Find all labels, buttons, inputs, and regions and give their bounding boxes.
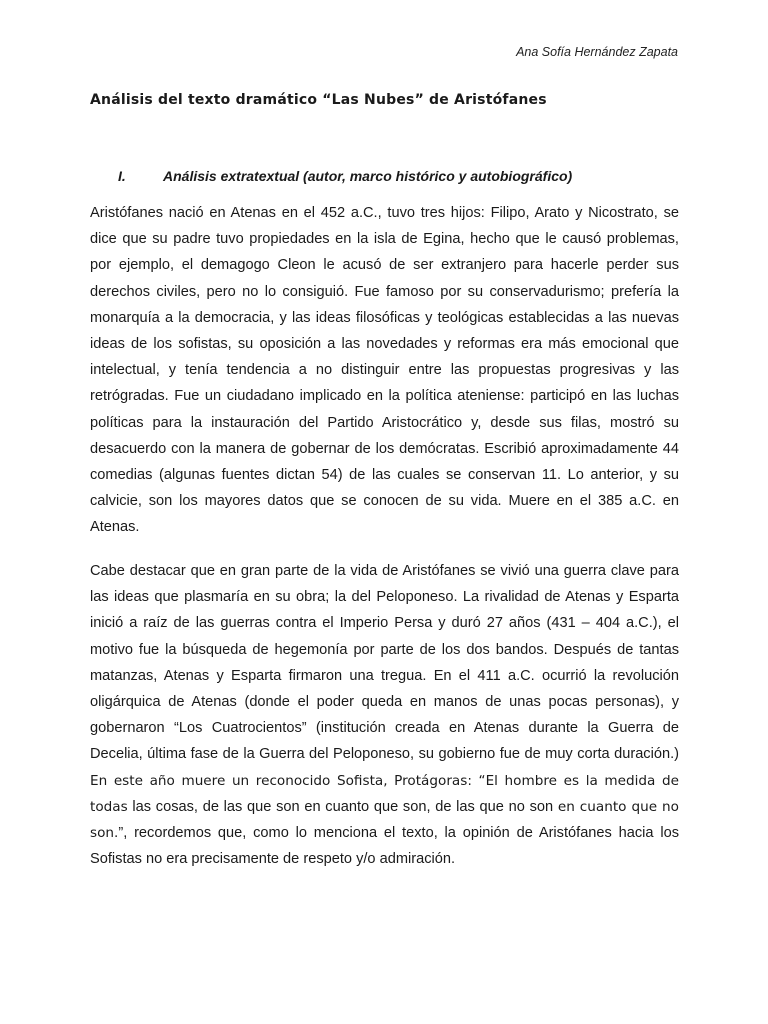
quote-text: En este año muere un reconocido Sofista, Protágoras: “El hombre es la medida de todas [90, 772, 679, 815]
paragraph-text: Cabe destacar que en gran parte de la vida de Aristófanes se vivió una guerra clave para las ideas que plasmaría en su obra; la del Peloponeso. La rivalidad de Atenas y Esparta inició a raíz de las guerras contra el Imperio Persa y duró 27 años (431 – 404 a.C.), el motivo fue la búsqueda de hegemonía por parte de los dos bandos. Después de tantas matanzas, Atenas y Esparta firmaron una tregua. En el 411 a.C. ocurrió la revolución oligárquica de Atenas (donde el poder queda en manos de unas pocas personas), y gobernaron “Los Cuatrocientos” (institución creada en Atenas durante la Guerra de Decelia, última fase de la Guerra del Peloponeso, su gobierno fue de muy corta duración.) [90, 563, 679, 763]
paragraph-historical-context [90, 558, 679, 872]
quote-text: en cuanto que no son. [90, 798, 679, 842]
document-title: Análisis del texto dramático “Las Nubes” de Aristófanes [90, 92, 547, 108]
author-name: Ana Sofía Hernández Zapata [516, 45, 678, 59]
paragraph-biography: Aristófanes nació en Atenas en el 452 a.C., tuvo tres hijos: Filipo, Arato y Nicostrato, se dice que su padre tuvo propiedades en la isla de Egina, hecho que le causó problemas, por ejemplo, el demagogo Cleon le acusó de ser extranjero para hacerle perder sus derechos civiles, pero no lo consiguió. Fue famoso por su conservadurismo; prefería la monarquía a la democracia, y las ideas filosóficas y teológicas establecidas a las nuevas ideas de los sofistas, su oposición a las novedades y reformas era más emocional que intelectual, y tenía tendencia a no distinguir entre las propuestas progresivas y las retrógradas. Fue un ciudadano implicado en la política ateniense: participó en las luchas políticas para la instauración del Partido Aristocrático y, desde sus filas, mostró su desacuerdo con la manera de gobernar de los demócratas. Escribió aproximadamente 44 comedias (algunas fuentes dictan 54) de las cuales se conservan 11. Lo anterior, y su calvicie, son los mayores datos que se conocen de su vida. Muere en el 385 a.C. en Atenas. [90, 205, 679, 536]
section-number: I. [118, 168, 126, 184]
paragraph-text: las cosas, de las que son en cuanto que son, de las que no son [127, 798, 558, 815]
section-heading [118, 168, 572, 184]
section-title: Análisis extratextual (autor, marco histórico y autobiográfico) [163, 168, 573, 184]
paragraph-text: ”, recordemos que, como lo menciona el texto, la opinión de Aristófanes hacia los Sofistas no era precisamente de respeto y/o admiración. [90, 825, 679, 868]
